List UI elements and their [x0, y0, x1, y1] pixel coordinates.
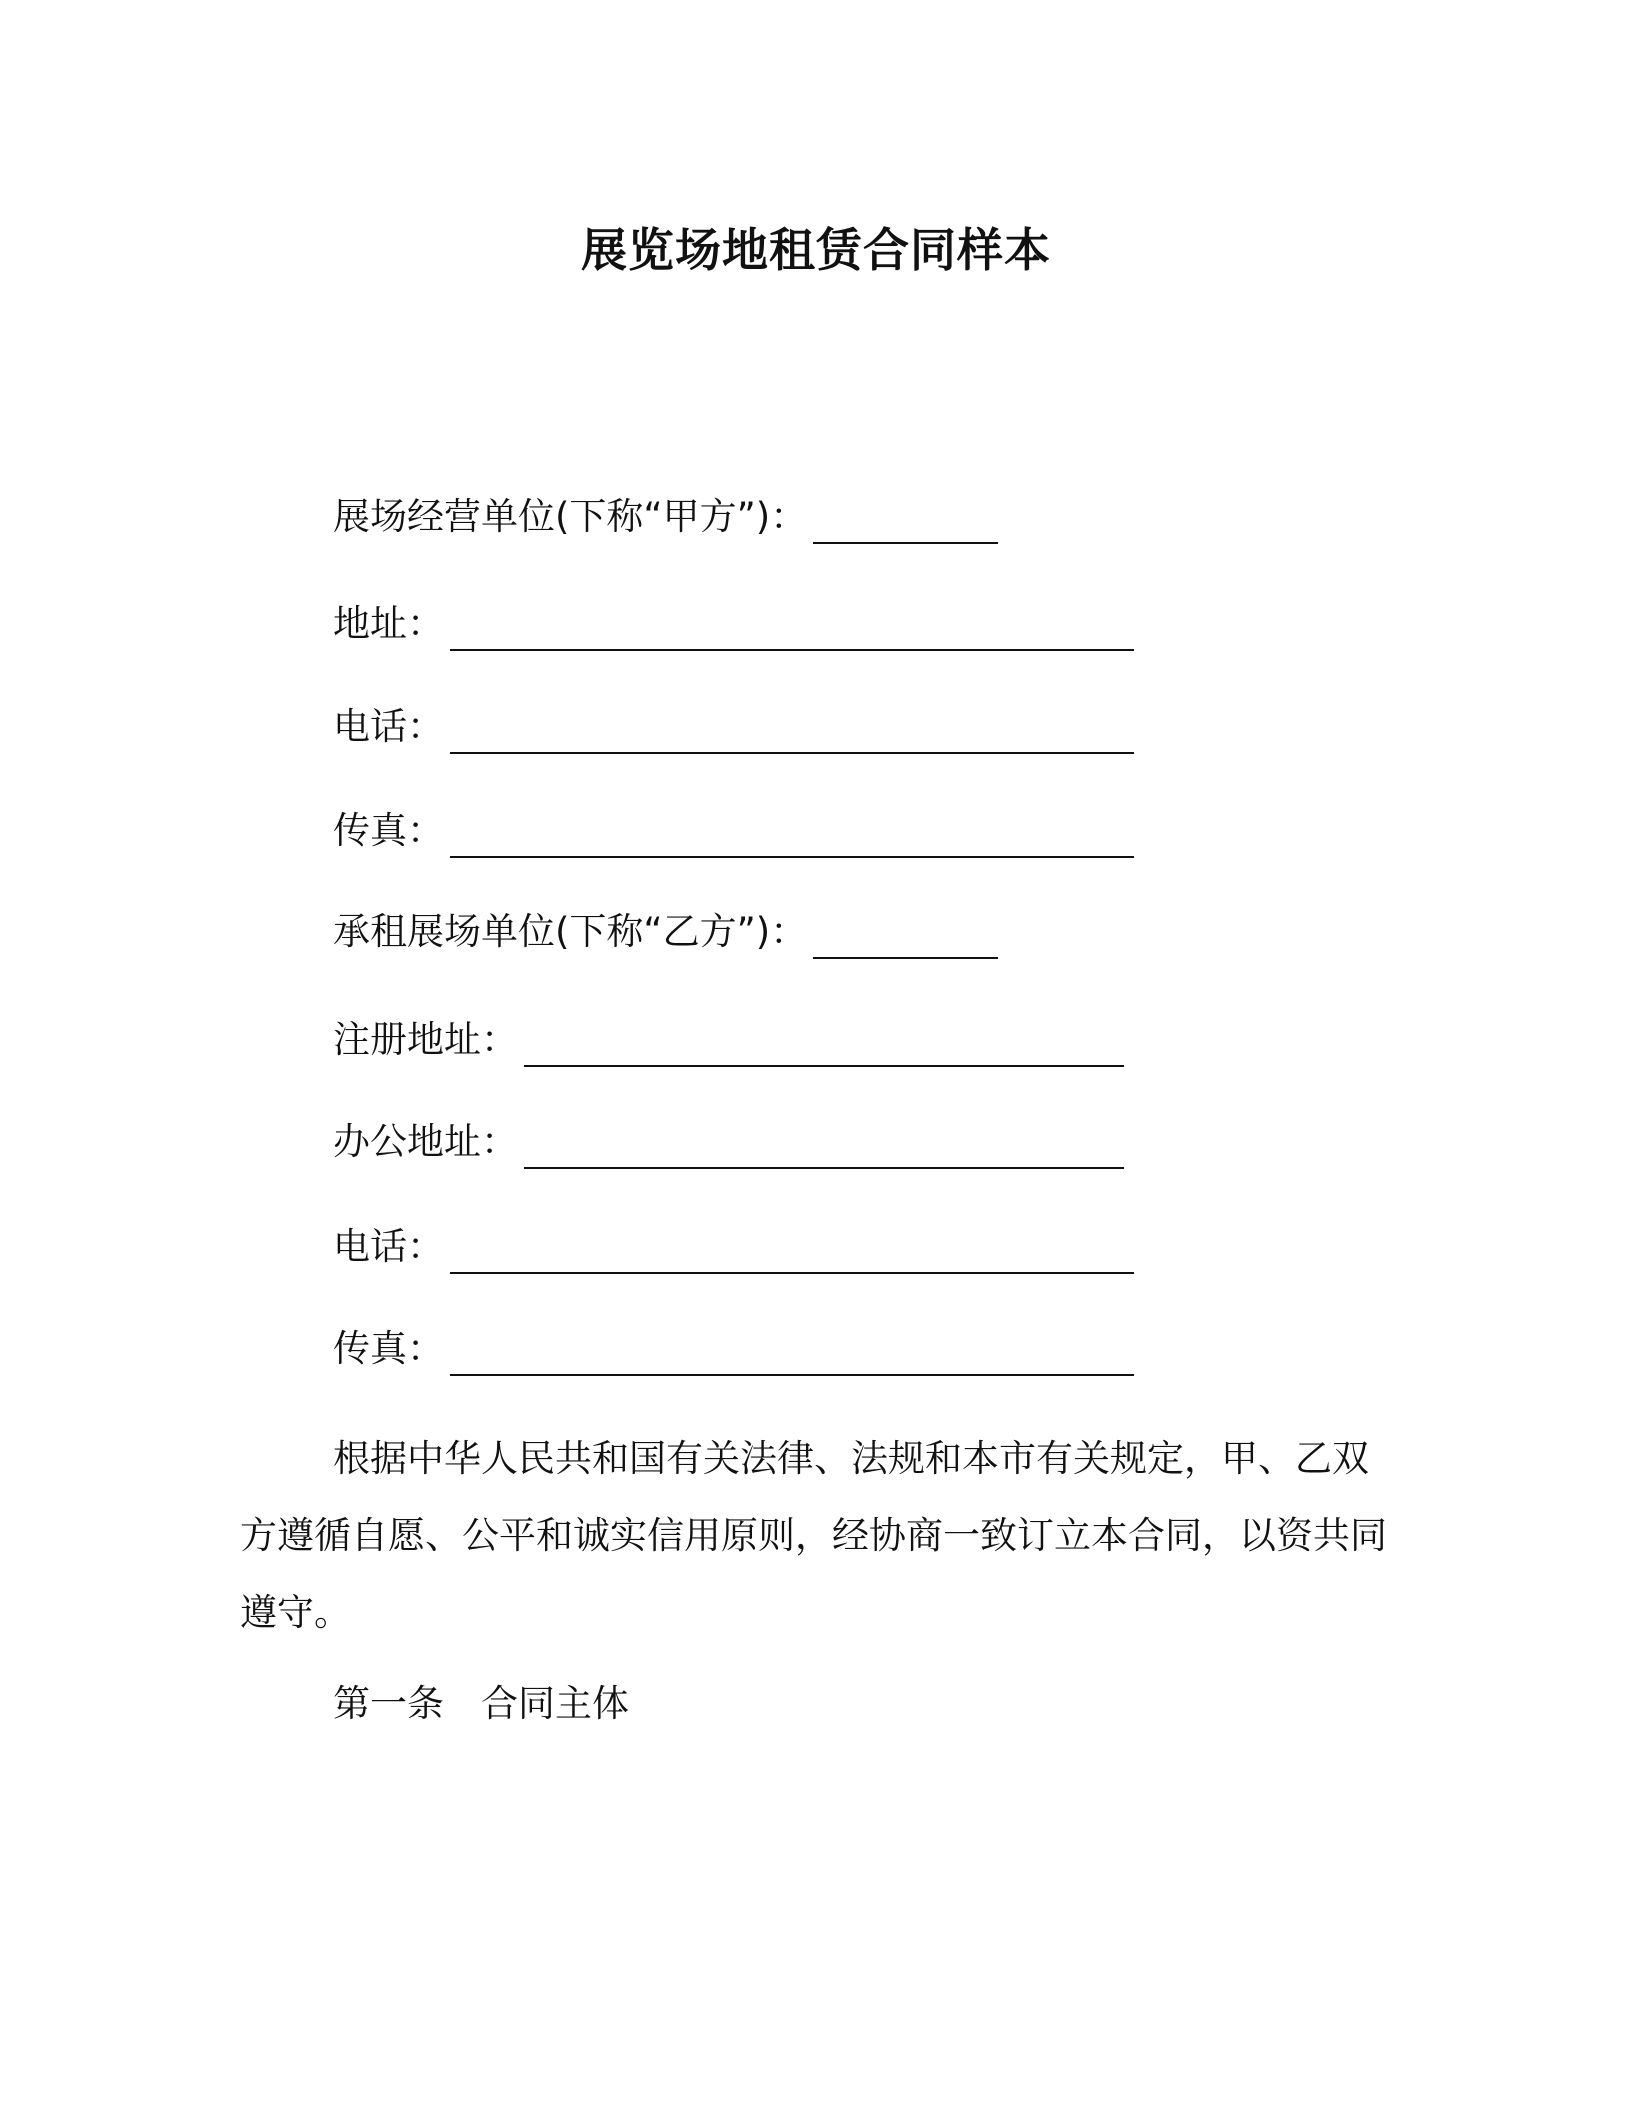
party-b-office-address-field	[333, 1115, 1124, 1169]
party-b-office-address-blank[interactable]	[524, 1127, 1124, 1169]
party-a-address-blank[interactable]	[450, 609, 1134, 651]
document-title: 展览场地租赁合同样本	[581, 223, 1051, 277]
party-b-registered-address-field	[333, 1013, 1124, 1067]
party-b-fax-label: 传真：	[333, 1327, 444, 1370]
party-b-registered-address-blank[interactable]	[524, 1025, 1124, 1067]
party-b-unit-label: 承租展场单位(下称“乙方”)：	[333, 910, 808, 953]
party-b-phone-blank[interactable]	[450, 1232, 1134, 1274]
party-a-phone-label: 电话：	[333, 705, 444, 748]
party-a-fax-field	[333, 804, 1134, 858]
party-b-phone-field	[333, 1220, 1134, 1274]
party-b-registered-address-label: 注册地址：	[333, 1018, 518, 1061]
party-a-fax-blank[interactable]	[450, 816, 1134, 858]
party-a-address-field	[333, 597, 1134, 651]
party-a-address-label: 地址：	[333, 602, 444, 645]
party-b-fax-field	[333, 1322, 1134, 1376]
party-a-unit-blank[interactable]	[813, 502, 998, 544]
party-b-office-address-label: 办公地址：	[333, 1120, 518, 1163]
party-a-phone-field	[333, 700, 1134, 754]
party-b-unit-field	[333, 905, 998, 959]
party-b-unit-blank[interactable]	[813, 917, 998, 959]
preamble-paragraph: 根据中华人民共和国有关法律、法规和本市有关规定，甲、乙双方遵循自愿、公平和诚实信用原则，经协商一致订立本合同，以资共同遵守。	[240, 1437, 1387, 1634]
party-b-fax-blank[interactable]	[450, 1334, 1134, 1376]
party-b-phone-label: 电话：	[333, 1225, 444, 1268]
party-a-unit-label: 展场经营单位(下称“甲方”)：	[333, 495, 808, 538]
party-a-phone-blank[interactable]	[450, 712, 1134, 754]
party-a-fax-label: 传真：	[333, 809, 444, 852]
article-1-heading: 第一条 合同主体	[333, 1682, 629, 1725]
party-a-unit-field	[333, 490, 998, 544]
